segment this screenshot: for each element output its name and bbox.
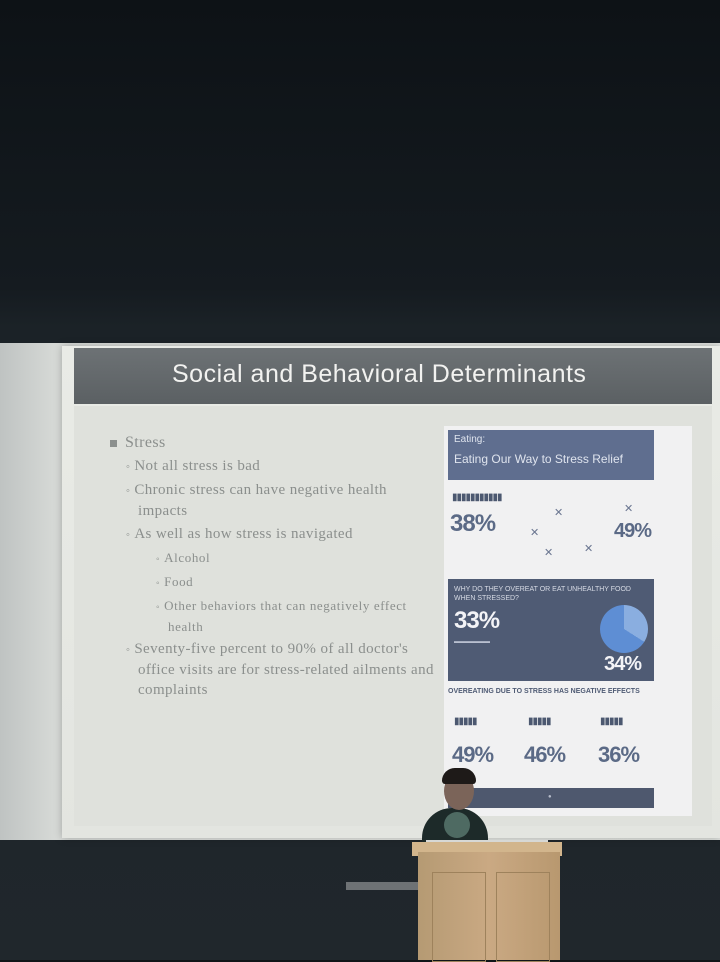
cross-icon: ✕ bbox=[544, 547, 554, 559]
cross-icon: ✕ bbox=[554, 507, 564, 519]
infographic-title: Eating Our Way to Stress Relief bbox=[454, 452, 623, 466]
presentation-slide bbox=[62, 346, 720, 838]
pie-chart-icon bbox=[600, 605, 648, 653]
people-icon-row: ▮▮▮▮▮▮▮▮▮▮▮ bbox=[452, 492, 502, 503]
cross-icon: ✕ bbox=[530, 527, 540, 539]
people-icon-row: ▮▮▮▮▮ bbox=[600, 716, 623, 727]
bullet-list bbox=[110, 434, 440, 703]
stat-34-percent: 34% bbox=[604, 653, 642, 675]
stat-33-caption: ▬▬▬▬▬▬ bbox=[454, 639, 490, 645]
bullet-food: ◦ Food bbox=[168, 572, 440, 593]
negative-effects-heading: OVEREATING DUE TO STRESS HAS NEGATIVE EFFECTS bbox=[448, 688, 640, 695]
stat-49-percent-bottom: 49% bbox=[452, 742, 494, 767]
podium-panel-right bbox=[496, 872, 550, 962]
reason-question: WHY DO THEY OVEREAT OR EAT UNHEALTHY FOOD WHEN STRESSED? bbox=[454, 586, 631, 602]
side-table bbox=[346, 882, 420, 890]
bullet-alcohol: ◦ Alcohol bbox=[168, 548, 440, 569]
slide-title-bar bbox=[74, 348, 712, 404]
infographic-header bbox=[448, 430, 654, 480]
bullet-seventy-five-percent: ◦ Seventy-five percent to 90% of all doctor's office visits are for stress-related ailments and complaints bbox=[138, 639, 440, 700]
stat-49-percent-top: 49% bbox=[614, 520, 652, 542]
bullet-stress-navigated: ◦ As well as how stress is navigated bbox=[138, 524, 440, 545]
people-icon-row: ▮▮▮▮▮ bbox=[528, 716, 551, 727]
stat-33-percent: 33% bbox=[454, 607, 500, 634]
footer-logo-icon: ● bbox=[548, 794, 552, 800]
stat-46-percent: 46% bbox=[524, 742, 566, 767]
square-bullet-icon bbox=[110, 440, 117, 447]
podium-panel-left bbox=[432, 872, 486, 962]
cross-icon: ✕ bbox=[584, 543, 594, 555]
speaker-hair bbox=[442, 768, 476, 784]
slide-content bbox=[74, 406, 712, 826]
infographic-footer bbox=[448, 788, 654, 808]
bullet-chronic-stress: ◦ Chronic stress can have negative health impacts bbox=[138, 480, 440, 521]
stress-eating-infographic bbox=[444, 426, 692, 816]
bullet-stress: Stress bbox=[110, 434, 440, 452]
bullet-other-behaviors: ◦ Other behaviors that can negatively effect health bbox=[168, 596, 440, 636]
slide-title: Social and Behavioral Determinants bbox=[172, 360, 587, 388]
bullet-not-all-stress: ◦ Not all stress is bad bbox=[138, 456, 440, 477]
stat-38-percent: 38% bbox=[450, 510, 496, 537]
speaker-scarf bbox=[444, 812, 470, 838]
cross-icon: ✕ bbox=[624, 503, 634, 515]
stat-36-percent: 36% bbox=[598, 742, 640, 767]
infographic-label: Eating: bbox=[454, 434, 486, 445]
podium bbox=[418, 852, 560, 960]
infographic-reason-band bbox=[448, 579, 654, 681]
people-icon-row: ▮▮▮▮▮ bbox=[454, 716, 477, 727]
